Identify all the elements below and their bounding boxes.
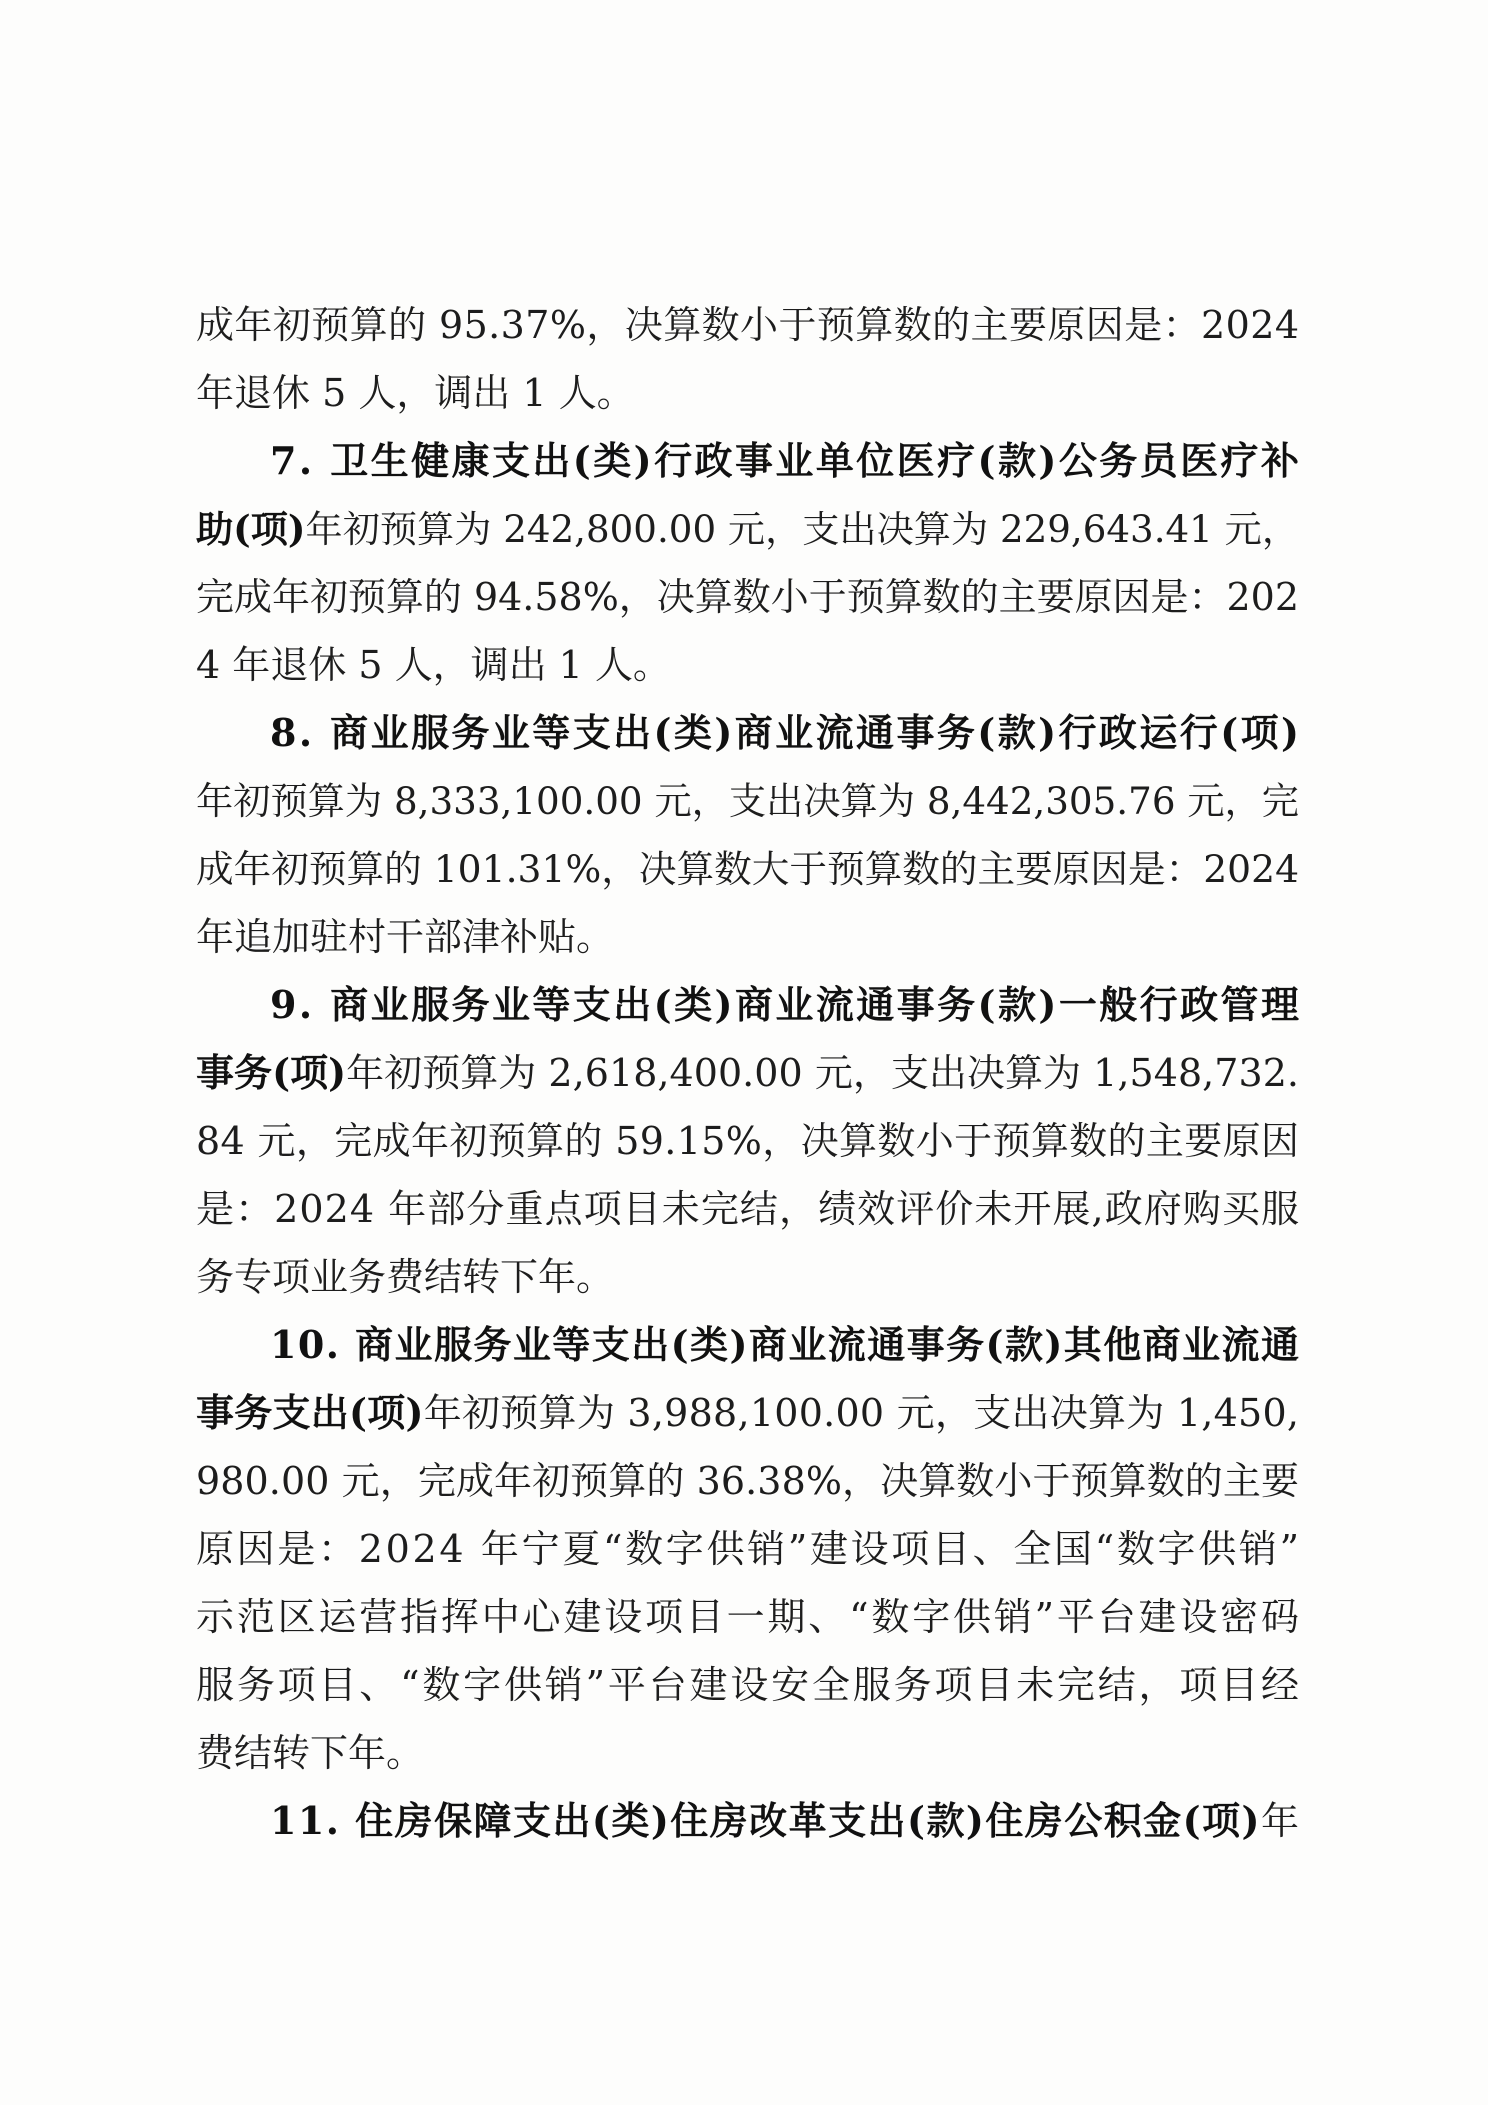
paragraph-item-9 — [196, 971, 1302, 1311]
text-line — [196, 359, 1299, 427]
item-heading: 10. 商业服务业等支出(类)商业流通事务(款)其他商业流通 — [270, 1322, 1301, 1367]
line-text: 年 — [1260, 1799, 1301, 1843]
text-line — [196, 427, 1302, 495]
text-line — [196, 1651, 1302, 1719]
line-text: 年初预算为 2,618,400.00 元，支出决算为 1,548,732. — [346, 1051, 1300, 1095]
line-text: 84 元，完成年初预算的 59.15%，决算数小于预算数的主要原因 — [196, 1119, 1300, 1163]
item-heading: 11. 住房保障支出(类)住房改革支出(款)住房公积金(项) — [270, 1798, 1261, 1843]
line-text: 年初预算为 8,333,100.00 元，支出决算为 8,442,305.76 元，完 — [196, 779, 1300, 823]
line-text: 年初预算为 3,988,100.00 元，支出决算为 1,450, — [423, 1391, 1300, 1435]
text-line — [196, 1583, 1302, 1651]
text-line — [196, 1107, 1299, 1175]
text-line — [196, 1311, 1299, 1379]
text-line — [196, 1039, 1299, 1107]
line-text: 年退休 5 人，调出 1 人。 — [196, 371, 635, 415]
line-text: 成年初预算的 95.37%，决算数小于预算数的主要原因是：2024 — [196, 303, 1300, 347]
line-text: 年追加驻村干部津补贴。 — [196, 915, 615, 959]
line-text: 成年初预算的 101.31%，决算数大于预算数的主要原因是：2024 — [196, 847, 1300, 891]
line-text: 服务项目、“数字供销”平台建设安全服务项目未完结，项目经 — [196, 1663, 1302, 1707]
line-text: 原因是：2024 年宁夏“数字供销”建设项目、全国“数字供销” — [196, 1527, 1302, 1571]
paragraph-item-7 — [196, 427, 1302, 699]
line-text: 是：2024 年部分重点项目未完结，绩效评价未开展,政府购买服 — [196, 1187, 1301, 1231]
text-line — [196, 1447, 1299, 1515]
item-heading: 助(项) — [196, 507, 306, 551]
item-heading: 8. 商业服务业等支出(类)商业流通事务(款)行政运行(项) — [270, 710, 1302, 755]
line-text: 4 年退休 5 人，调出 1 人。 — [196, 643, 671, 687]
text-line — [196, 1175, 1299, 1243]
text-line — [196, 1719, 1299, 1787]
text-line — [196, 495, 1299, 563]
line-text: 年初预算为 242,800.00 元，支出决算为 229,643.41 元， — [305, 507, 1299, 551]
document-body — [196, 291, 1302, 1855]
item-heading: 9. 商业服务业等支出(类)商业流通事务(款)一般行政管理 — [270, 982, 1302, 1027]
paragraph-item-8 — [196, 699, 1302, 971]
text-line — [196, 835, 1299, 903]
text-line — [196, 699, 1302, 767]
line-text: 完成年初预算的 94.58%，决算数小于预算数的主要原因是：202 — [196, 575, 1300, 619]
text-line — [196, 1787, 1299, 1855]
line-text: 示范区运营指挥中心建设项目一期、“数字供销”平台建设密码 — [196, 1595, 1302, 1639]
text-line — [196, 1379, 1299, 1447]
paragraph-item-10 — [196, 1311, 1302, 1787]
text-line — [196, 1515, 1302, 1583]
line-text: 务专项业务费结转下年。 — [196, 1255, 615, 1299]
text-line — [196, 767, 1299, 835]
line-text: 980.00 元，完成年初预算的 36.38%，决算数小于预算数的主要 — [196, 1459, 1300, 1503]
item-heading: 7. 卫生健康支出(类)行政事业单位医疗(款)公务员医疗补 — [270, 438, 1302, 483]
text-line — [196, 563, 1299, 631]
line-text: 费结转下年。 — [196, 1731, 425, 1775]
text-line — [196, 903, 1299, 971]
text-line — [196, 631, 1299, 699]
item-heading: 事务(项) — [196, 1050, 347, 1095]
text-line — [196, 291, 1299, 359]
item-heading: 事务支出(项) — [196, 1390, 424, 1435]
paragraph-continuation — [196, 291, 1299, 427]
text-line — [196, 971, 1302, 1039]
paragraph-item-11 — [196, 1787, 1299, 1855]
text-line — [196, 1243, 1299, 1311]
